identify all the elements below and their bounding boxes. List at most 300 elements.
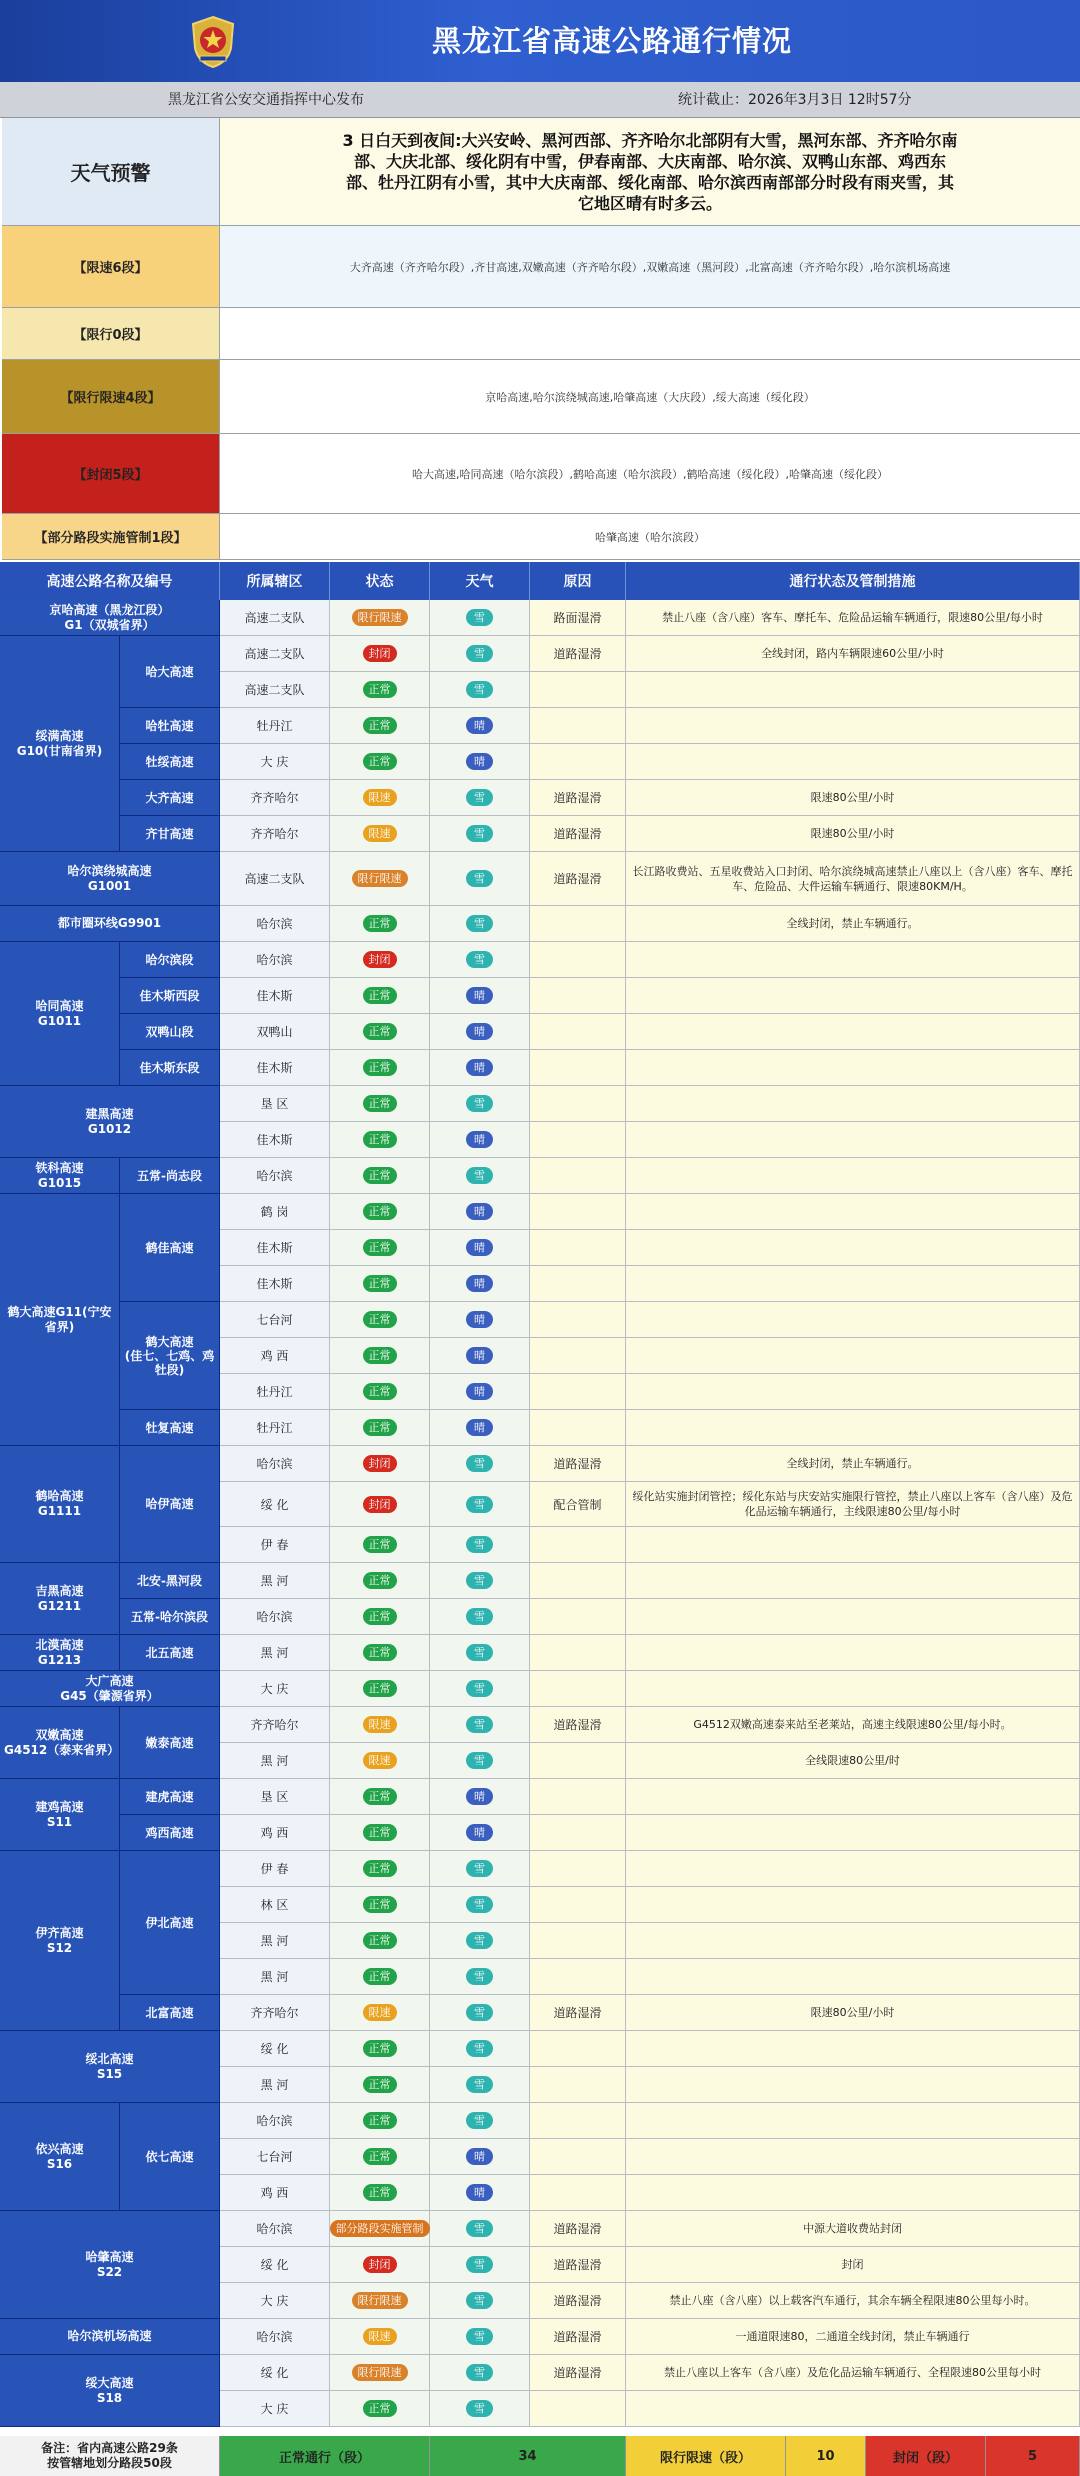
measure-cell: 中源大道收费站封闭	[626, 2211, 1080, 2247]
area-cell: 哈尔滨	[220, 1446, 330, 1482]
weather-badge: 雪	[466, 681, 493, 698]
status-cell	[330, 1527, 430, 1563]
weather-cell	[430, 2319, 530, 2355]
status-badge: 正常	[363, 1347, 397, 1364]
status-cell	[330, 2247, 430, 2283]
reason-cell	[530, 672, 626, 708]
weather-badge: 晴	[466, 1824, 493, 1841]
reason-cell	[530, 1266, 626, 1302]
weather-badge: 雪	[466, 2112, 493, 2129]
weather-cell	[430, 600, 530, 636]
reason-cell	[530, 1671, 626, 1707]
status-badge: 限速	[363, 1716, 397, 1733]
status-cell	[330, 2319, 430, 2355]
area-cell: 鸡 西	[220, 2175, 330, 2211]
reason-cell	[530, 1779, 626, 1815]
speed-limit-label: 【限速6段】	[2, 226, 220, 308]
highway-segment: 佳木斯西段	[120, 978, 220, 1014]
status-badge: 正常	[363, 1059, 397, 1076]
reason-cell	[530, 1887, 626, 1923]
weather-cell	[430, 1743, 530, 1779]
area-cell: 哈尔滨	[220, 1599, 330, 1635]
status-badge: 正常	[363, 2184, 397, 2201]
status-badge: 正常	[363, 2148, 397, 2165]
weather-badge: 雪	[466, 825, 493, 842]
status-badge: 部分路段实施管制	[330, 2220, 430, 2237]
weather-cell	[430, 1014, 530, 1050]
status-cell	[330, 1779, 430, 1815]
measure-cell	[626, 1779, 1080, 1815]
status-badge: 正常	[363, 2400, 397, 2417]
area-cell: 鹤 岗	[220, 1194, 330, 1230]
weather-cell	[430, 1158, 530, 1194]
area-cell: 绥 化	[220, 2247, 330, 2283]
status-cell	[330, 1374, 430, 1410]
area-cell: 佳木斯	[220, 1230, 330, 1266]
measure-cell: 绥化站实施封闭管控；绥化东站与庆安站实施限行管控，禁止八座以上客车（含八座）及危化品运输车辆通行，主线限速80公里/每小时	[626, 1482, 1080, 1527]
weather-badge: 晴	[466, 1419, 493, 1436]
highway-name: 伊齐高速 S12	[0, 1851, 120, 2031]
highway-segment: 齐甘高速	[120, 816, 220, 852]
footer-closed-label: 封闭（段）	[866, 2436, 986, 2476]
measure-cell: 封闭	[626, 2247, 1080, 2283]
measure-cell	[626, 2031, 1080, 2067]
measure-cell	[626, 1194, 1080, 1230]
weather-badge: 晴	[466, 717, 493, 734]
measure-cell	[626, 1410, 1080, 1446]
reason-cell: 道路湿滑	[530, 2247, 626, 2283]
status-badge: 正常	[363, 2112, 397, 2129]
weather-badge: 雪	[466, 2292, 493, 2309]
highway-name: 绥北高速 S15	[0, 2031, 220, 2103]
weather-cell	[430, 1599, 530, 1635]
weather-badge: 晴	[466, 1275, 493, 1292]
weather-cell	[430, 1266, 530, 1302]
highway-segment: 哈伊高速	[120, 1446, 220, 1563]
status-badge: 限速	[363, 825, 397, 842]
reason-cell	[530, 1959, 626, 1995]
weather-badge: 晴	[466, 2184, 493, 2201]
highway-segment: 哈尔滨段	[120, 942, 220, 978]
measure-cell	[626, 1887, 1080, 1923]
highway-name: 铁科高速 G1015	[0, 1158, 120, 1194]
status-badge: 限行限速	[352, 870, 408, 887]
status-badge: 正常	[363, 1608, 397, 1625]
status-cell	[330, 1302, 430, 1338]
status-cell	[330, 1446, 430, 1482]
status-cell	[330, 1671, 430, 1707]
highway-segment: 五常-哈尔滨段	[120, 1599, 220, 1635]
area-cell: 七台河	[220, 2139, 330, 2175]
highway-name: 哈尔滨机场高速	[0, 2319, 220, 2355]
status-badge: 正常	[363, 915, 397, 932]
weather-badge: 晴	[466, 1239, 493, 1256]
status-cell	[330, 1410, 430, 1446]
weather-badge: 晴	[466, 1383, 493, 1400]
weather-cell	[430, 1887, 530, 1923]
weather-badge: 雪	[466, 2328, 493, 2345]
status-cell	[330, 2391, 430, 2427]
weather-cell	[430, 1230, 530, 1266]
closed-label: 【封闭5段】	[2, 434, 220, 514]
weather-cell	[430, 1302, 530, 1338]
reason-cell	[530, 2031, 626, 2067]
status-cell	[330, 1086, 430, 1122]
area-cell: 高速二支队	[220, 852, 330, 906]
weather-cell	[430, 1959, 530, 1995]
footer-note-line1: 备注：省内高速公路29条	[41, 2441, 178, 2455]
weather-cell	[430, 942, 530, 978]
highway-segment: 嫩泰高速	[120, 1707, 220, 1779]
weather-cell	[430, 1482, 530, 1527]
status-cell	[330, 2139, 430, 2175]
status-badge: 正常	[363, 1095, 397, 1112]
status-badge: 正常	[363, 1239, 397, 1256]
weather-cell	[430, 1338, 530, 1374]
highway-segment: 伊北高速	[120, 1851, 220, 1995]
reason-cell: 道路湿滑	[530, 1446, 626, 1482]
measure-cell	[626, 978, 1080, 1014]
measure-cell: 全线封闭，禁止车辆通行。	[626, 906, 1080, 942]
highway-name: 建鸡高速 S11	[0, 1779, 120, 1851]
weather-cell	[430, 2139, 530, 2175]
reason-cell	[530, 1599, 626, 1635]
measure-cell	[626, 2139, 1080, 2175]
status-badge: 限行限速	[352, 609, 408, 626]
status-cell	[330, 2067, 430, 2103]
area-cell: 七台河	[220, 1302, 330, 1338]
col-header-weather: 天气	[430, 562, 530, 600]
status-badge: 限速	[363, 1752, 397, 1769]
status-badge: 正常	[363, 1572, 397, 1589]
weather-cell	[430, 2031, 530, 2067]
weather-badge: 雪	[466, 1608, 493, 1625]
reason-cell	[530, 1410, 626, 1446]
area-cell: 哈尔滨	[220, 2319, 330, 2355]
area-cell: 黑 河	[220, 1923, 330, 1959]
weather-cell	[430, 852, 530, 906]
measure-cell	[626, 2103, 1080, 2139]
measure-cell: 禁止八座以上客车（含八座）及危化品运输车辆通行、全程限速80公里每小时	[626, 2355, 1080, 2391]
restrict-text	[220, 308, 1080, 360]
highway-segment: 鸡西高速	[120, 1815, 220, 1851]
status-cell	[330, 1995, 430, 2031]
reason-cell	[530, 1635, 626, 1671]
area-cell: 齐齐哈尔	[220, 1995, 330, 2031]
weather-warning-text: 3 日白天到夜间:大兴安岭、黑河西部、齐齐哈尔北部阴有大雪，黑河东部、齐齐哈尔南部、大庆北部、绥化阴有中雪，伊春南部、大庆南部、哈尔滨、双鸭山东部、鸡西东部、牡丹江阴有小雪，其中大庆南部、绥化南部、哈尔滨西南部部分时段有雨夹雪，其它地区晴有时多云。	[220, 118, 1080, 226]
area-cell: 佳木斯	[220, 978, 330, 1014]
measure-cell: 全线限速80公里/时	[626, 1743, 1080, 1779]
area-cell: 哈尔滨	[220, 2103, 330, 2139]
area-cell: 伊 春	[220, 1851, 330, 1887]
reason-cell	[530, 1050, 626, 1086]
status-cell	[330, 1815, 430, 1851]
status-cell	[330, 672, 430, 708]
reason-cell	[530, 1743, 626, 1779]
area-cell: 垦 区	[220, 1779, 330, 1815]
reason-cell	[530, 2139, 626, 2175]
partial-control-label: 【部分路段实施管制1段】	[2, 514, 220, 560]
weather-badge: 雪	[466, 2076, 493, 2093]
highway-segment: 鹤佳高速	[120, 1194, 220, 1302]
highway-segment: 牡绥高速	[120, 744, 220, 780]
weather-badge: 雪	[466, 2220, 493, 2237]
stat-time-text: 统计截止：2026年3月3日 12时57分	[678, 92, 912, 108]
measure-cell	[626, 1338, 1080, 1374]
weather-badge: 雪	[466, 2256, 493, 2273]
footer-limit-label: 限行限速（段）	[626, 2436, 786, 2476]
reason-cell: 道路湿滑	[530, 780, 626, 816]
area-cell: 齐齐哈尔	[220, 816, 330, 852]
reason-cell	[530, 1230, 626, 1266]
measure-cell	[626, 942, 1080, 978]
weather-cell	[430, 1923, 530, 1959]
status-badge: 正常	[363, 1023, 397, 1040]
weather-cell	[430, 2175, 530, 2211]
weather-cell	[430, 816, 530, 852]
status-badge: 正常	[363, 1788, 397, 1805]
status-badge: 封闭	[363, 951, 397, 968]
highway-segment: 北富高速	[120, 1995, 220, 2031]
reason-cell	[530, 1851, 626, 1887]
area-cell: 佳木斯	[220, 1266, 330, 1302]
col-header-highway: 高速公路名称及编号	[0, 562, 220, 600]
status-cell	[330, 1707, 430, 1743]
weather-cell	[430, 1410, 530, 1446]
restrict-speed-label: 【限行限速4段】	[2, 360, 220, 434]
speed-limit-text: 大齐高速（齐齐哈尔段）,齐甘高速,双嫩高速（齐齐哈尔段）,双嫩高速（黑河段）,北富高速（齐齐哈尔段）,哈尔滨机场高速	[220, 226, 1080, 308]
weather-cell	[430, 1635, 530, 1671]
status-badge: 正常	[363, 1680, 397, 1697]
col-header-measures: 通行状态及管制措施	[626, 562, 1080, 600]
weather-cell	[430, 2211, 530, 2247]
area-cell: 高速二支队	[220, 600, 330, 636]
status-badge: 封闭	[363, 1455, 397, 1472]
weather-badge: 雪	[466, 1896, 493, 1913]
weather-cell	[430, 1851, 530, 1887]
status-cell	[330, 2103, 430, 2139]
weather-cell	[430, 906, 530, 942]
measure-cell	[626, 1599, 1080, 1635]
status-cell	[330, 1959, 430, 1995]
status-cell	[330, 1563, 430, 1599]
measure-cell: 限速80公里/小时	[626, 816, 1080, 852]
status-badge: 正常	[363, 987, 397, 1004]
measure-cell: 全线封闭，禁止车辆通行。	[626, 1446, 1080, 1482]
area-cell: 鸡 西	[220, 1815, 330, 1851]
highway-name: 大广高速 G45（肇源省界）	[0, 1671, 220, 1707]
reason-cell	[530, 1122, 626, 1158]
highway-name: 哈肇高速 S22	[0, 2211, 220, 2319]
closed-text: 哈大高速,哈同高速（哈尔滨段）,鹤哈高速（哈尔滨段）,鹤哈高速（绥化段）,哈肇高速（绥化段）	[220, 434, 1080, 514]
weather-badge: 晴	[466, 1131, 493, 1148]
status-cell	[330, 1482, 430, 1527]
measure-cell	[626, 1230, 1080, 1266]
measure-cell	[626, 1959, 1080, 1995]
area-cell: 齐齐哈尔	[220, 780, 330, 816]
status-badge: 正常	[363, 1419, 397, 1436]
area-cell: 垦 区	[220, 1086, 330, 1122]
measure-cell	[626, 1050, 1080, 1086]
status-badge: 正常	[363, 1932, 397, 1949]
police-emblem-icon	[184, 14, 242, 70]
weather-badge: 雪	[466, 789, 493, 806]
weather-badge: 晴	[466, 987, 493, 1004]
reason-cell	[530, 744, 626, 780]
reason-cell: 道路湿滑	[530, 1707, 626, 1743]
reason-cell	[530, 1923, 626, 1959]
footer-note-line2: 按管辖地划分路段50段	[47, 2456, 172, 2470]
weather-cell	[430, 1086, 530, 1122]
weather-badge: 雪	[466, 1860, 493, 1877]
area-cell: 双鸭山	[220, 1014, 330, 1050]
status-badge: 正常	[363, 1968, 397, 1985]
measure-cell	[626, 1302, 1080, 1338]
area-cell: 哈尔滨	[220, 1158, 330, 1194]
weather-badge: 雪	[466, 951, 493, 968]
area-cell: 黑 河	[220, 2067, 330, 2103]
measure-cell	[626, 1266, 1080, 1302]
area-cell: 黑 河	[220, 1635, 330, 1671]
measure-cell	[626, 1527, 1080, 1563]
status-cell	[330, 1122, 430, 1158]
weather-cell	[430, 1815, 530, 1851]
area-cell: 牡丹江	[220, 1374, 330, 1410]
highway-segment: 鹤大高速 (佳七、七鸡、鸡牡段)	[120, 1302, 220, 1410]
status-cell	[330, 852, 430, 906]
area-cell: 大 庆	[220, 1671, 330, 1707]
area-cell: 哈尔滨	[220, 2211, 330, 2247]
page-title: 黑龙江省高速公路通行情况	[432, 24, 793, 58]
weather-cell	[430, 708, 530, 744]
weather-badge: 雪	[466, 1968, 493, 1985]
area-cell: 黑 河	[220, 1563, 330, 1599]
weather-cell	[430, 1374, 530, 1410]
status-badge: 限速	[363, 789, 397, 806]
area-cell: 大 庆	[220, 2391, 330, 2427]
measure-cell	[626, 744, 1080, 780]
status-cell	[330, 2283, 430, 2319]
status-badge: 正常	[363, 1644, 397, 1661]
measure-cell	[626, 2067, 1080, 2103]
highway-segment: 北五高速	[120, 1635, 220, 1671]
weather-badge: 雪	[466, 2004, 493, 2021]
reason-cell	[530, 2067, 626, 2103]
highway-segment: 牡复高速	[120, 1410, 220, 1446]
weather-badge: 雪	[466, 1496, 493, 1513]
reason-cell: 道路湿滑	[530, 852, 626, 906]
weather-cell	[430, 1779, 530, 1815]
weather-badge: 雪	[466, 1932, 493, 1949]
weather-badge: 晴	[466, 1311, 493, 1328]
highway-name: 鹤哈高速 G1111	[0, 1446, 120, 1563]
status-badge: 限速	[363, 2328, 397, 2345]
highway-name: 都市圈环线G9901	[0, 906, 220, 942]
status-cell	[330, 636, 430, 672]
status-cell	[330, 600, 430, 636]
reason-cell: 道路湿滑	[530, 636, 626, 672]
weather-cell	[430, 2355, 530, 2391]
weather-badge: 晴	[466, 753, 493, 770]
weather-cell	[430, 672, 530, 708]
highway-name: 绥大高速 S18	[0, 2355, 220, 2427]
area-cell: 佳木斯	[220, 1122, 330, 1158]
status-badge: 限速	[363, 2004, 397, 2021]
weather-cell	[430, 2391, 530, 2427]
measure-cell: 全线封闭，路内车辆限速60公里/小时	[626, 636, 1080, 672]
reason-cell	[530, 1815, 626, 1851]
measure-cell	[626, 1671, 1080, 1707]
status-badge: 正常	[363, 1275, 397, 1292]
weather-cell	[430, 744, 530, 780]
highway-segment: 依七高速	[120, 2103, 220, 2211]
status-badge: 正常	[363, 1824, 397, 1841]
highway-segment: 大齐高速	[120, 780, 220, 816]
highway-name: 依兴高速 S16	[0, 2103, 120, 2211]
weather-badge: 晴	[466, 1788, 493, 1805]
area-cell: 高速二支队	[220, 672, 330, 708]
measure-cell	[626, 1014, 1080, 1050]
reason-cell	[530, 1194, 626, 1230]
reason-cell	[530, 978, 626, 1014]
area-cell: 牡丹江	[220, 1410, 330, 1446]
weather-cell	[430, 1707, 530, 1743]
area-cell: 绥 化	[220, 2031, 330, 2067]
measure-cell	[626, 1923, 1080, 1959]
status-badge: 正常	[363, 717, 397, 734]
status-cell	[330, 816, 430, 852]
status-cell	[330, 1923, 430, 1959]
measure-cell: 限速80公里/小时	[626, 1995, 1080, 2031]
status-cell	[330, 1050, 430, 1086]
status-cell	[330, 2211, 430, 2247]
highway-name: 京哈高速（黑龙江段） G1（双城省界）	[0, 600, 220, 636]
reason-cell	[530, 1086, 626, 1122]
weather-badge: 雪	[466, 1716, 493, 1733]
highway-segment: 哈牡高速	[120, 708, 220, 744]
status-cell	[330, 942, 430, 978]
highway-segment: 佳木斯东段	[120, 1050, 220, 1086]
reason-cell	[530, 2175, 626, 2211]
status-badge: 正常	[363, 1860, 397, 1877]
col-header-reason: 原因	[530, 562, 626, 600]
restrict-speed-text: 京哈高速,哈尔滨绕城高速,哈肇高速（大庆段）,绥大高速（绥化段）	[220, 360, 1080, 434]
highway-segment: 北安-黑河段	[120, 1563, 220, 1599]
reason-cell	[530, 1563, 626, 1599]
reason-cell	[530, 942, 626, 978]
status-badge: 限行限速	[352, 2292, 408, 2309]
weather-badge: 晴	[466, 1347, 493, 1364]
measure-cell	[626, 2391, 1080, 2427]
status-badge: 正常	[363, 753, 397, 770]
status-badge: 封闭	[363, 2256, 397, 2273]
status-cell	[330, 1230, 430, 1266]
measure-cell	[626, 1122, 1080, 1158]
weather-cell	[430, 1563, 530, 1599]
weather-badge: 雪	[466, 1644, 493, 1661]
weather-badge: 雪	[466, 1752, 493, 1769]
highway-name: 哈同高速 G1011	[0, 942, 120, 1086]
weather-cell	[430, 2283, 530, 2319]
measure-cell	[626, 1815, 1080, 1851]
status-cell	[330, 1851, 430, 1887]
status-badge: 封闭	[363, 645, 397, 662]
weather-cell	[430, 978, 530, 1014]
weather-badge: 雪	[466, 1572, 493, 1589]
status-badge: 正常	[363, 1383, 397, 1400]
weather-badge: 晴	[466, 1059, 493, 1076]
weather-badge: 雪	[466, 2364, 493, 2381]
